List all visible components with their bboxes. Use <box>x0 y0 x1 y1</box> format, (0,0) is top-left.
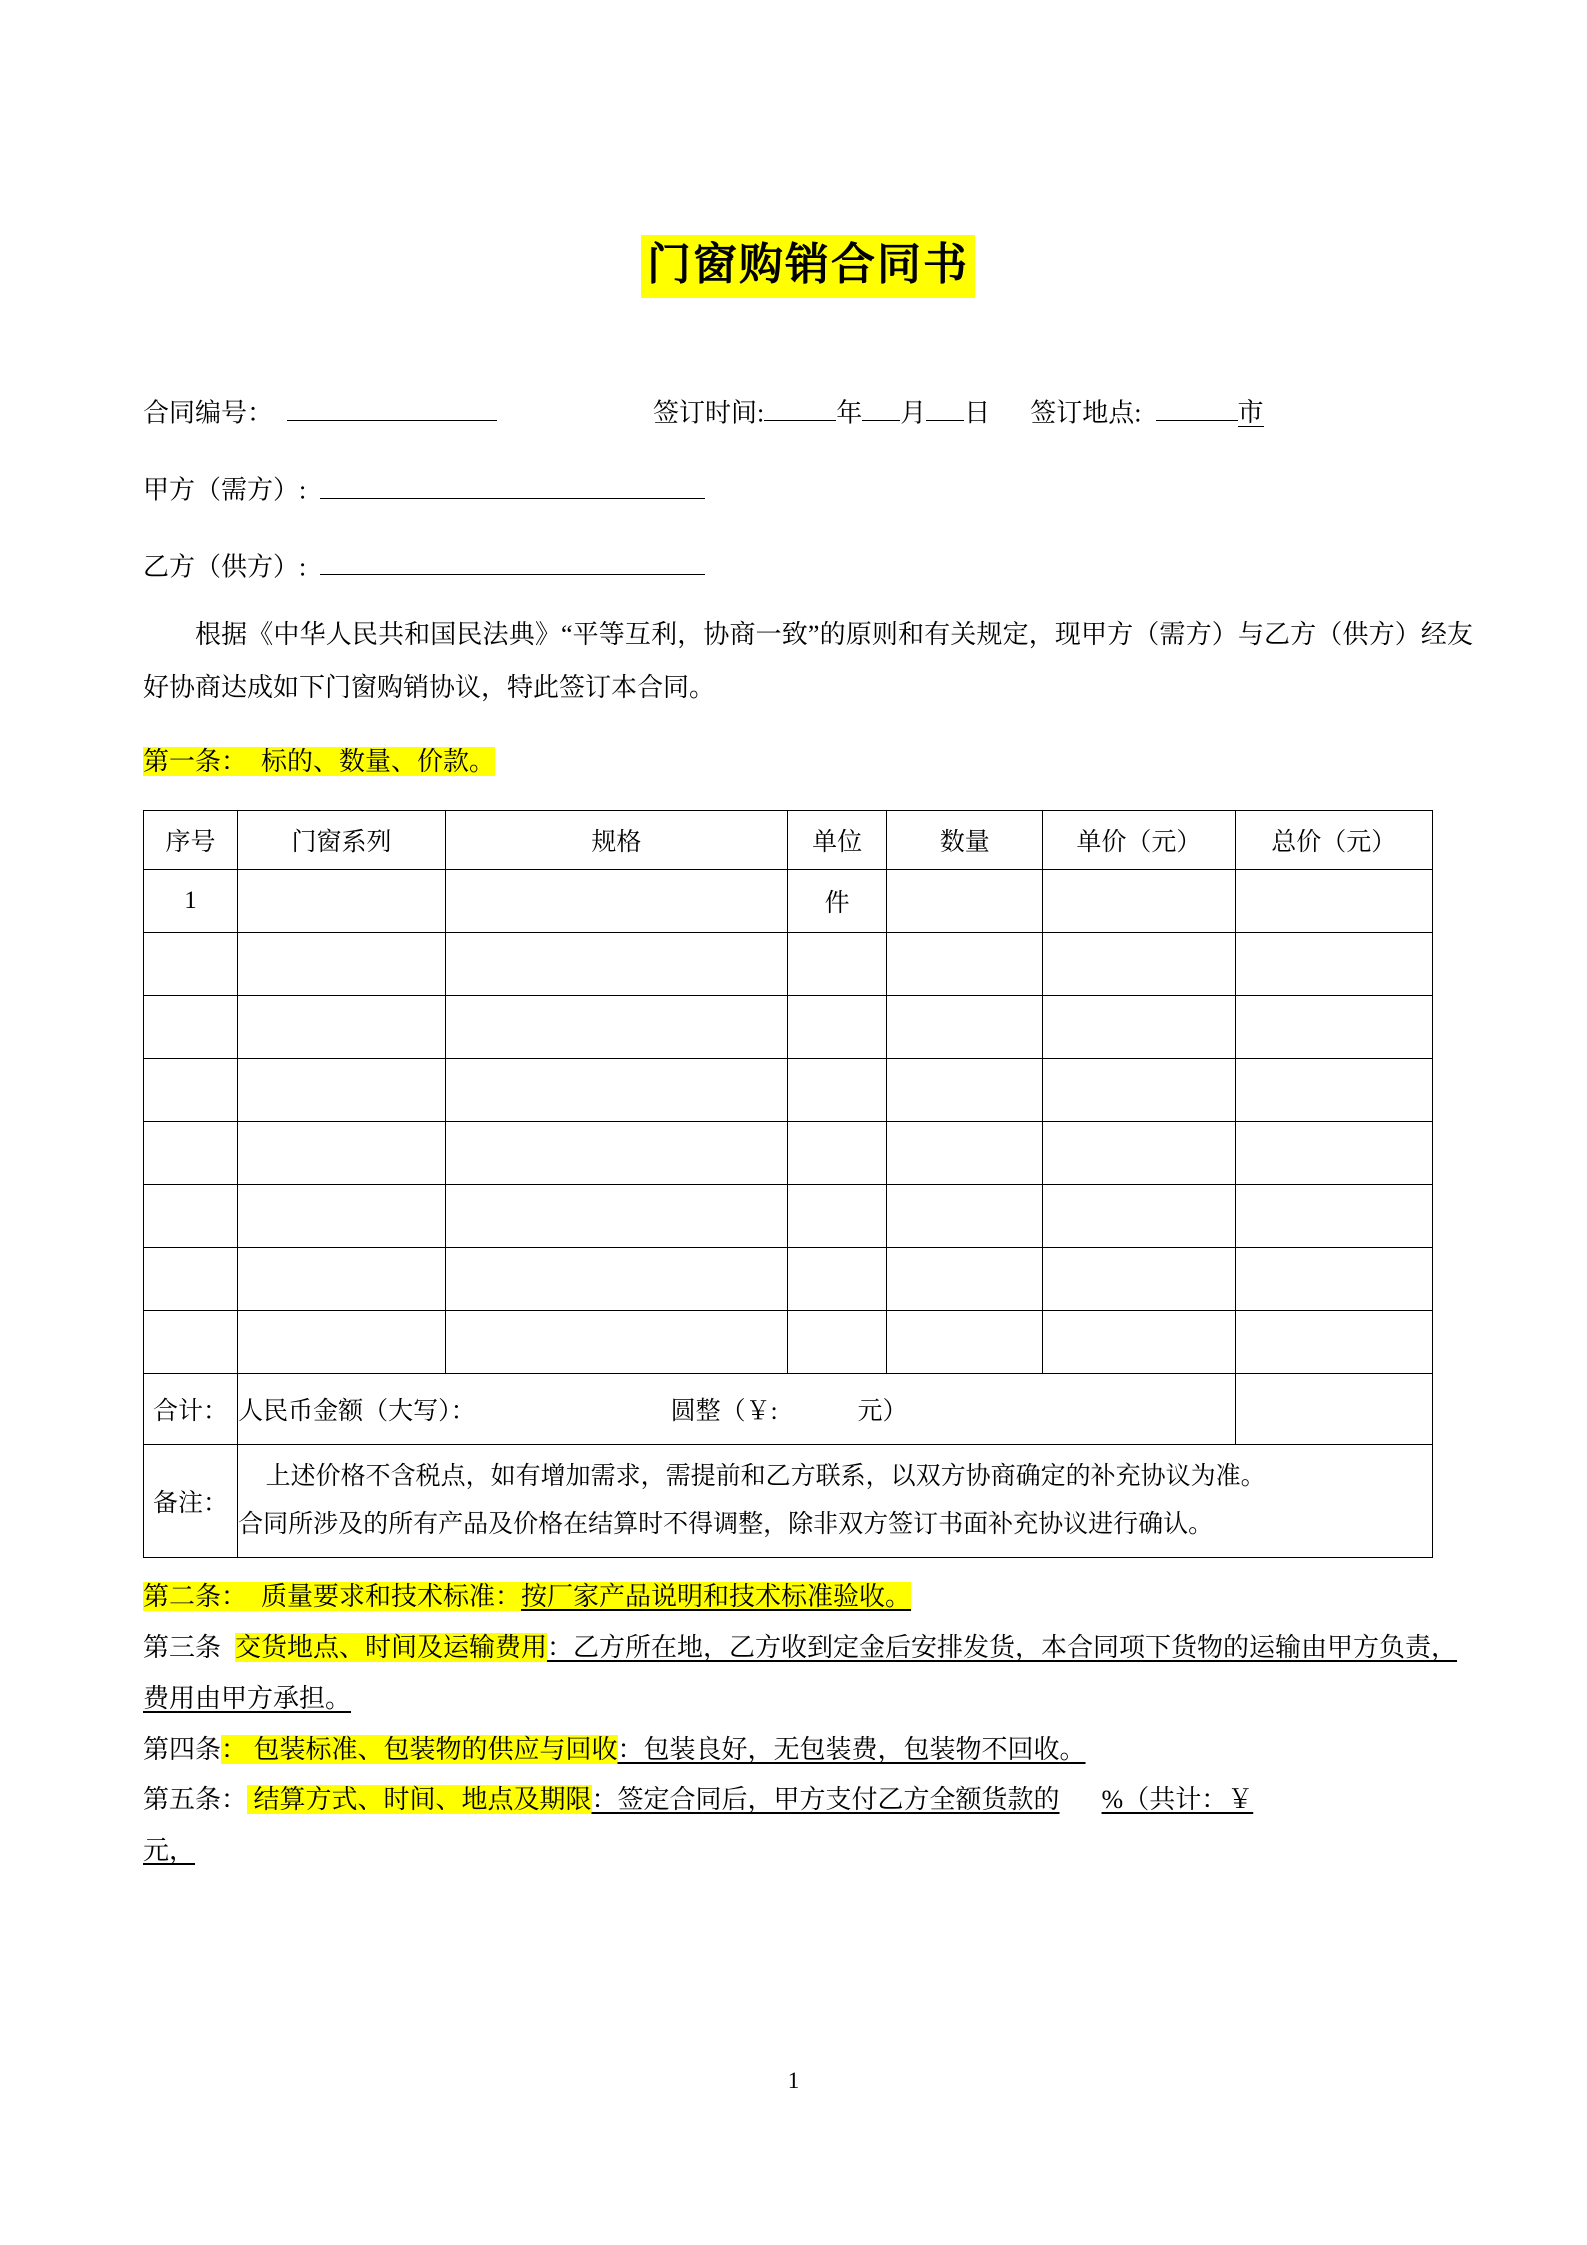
table-row[interactable] <box>144 870 1433 933</box>
cell-series[interactable] <box>238 1311 446 1374</box>
cell-price[interactable] <box>1043 996 1235 1059</box>
sign-day-blank[interactable] <box>926 393 964 421</box>
clause-5-body-2: %（共计：￥ <box>1101 1785 1254 1815</box>
total-label: 合计： <box>144 1374 238 1445</box>
cell-qty[interactable] <box>887 1059 1043 1122</box>
contract-number-label: 合同编号： <box>143 398 274 428</box>
cell-total[interactable] <box>1235 1122 1432 1185</box>
cell-unit[interactable] <box>787 1059 886 1122</box>
table-row[interactable] <box>144 1185 1433 1248</box>
clause-4-title: ： 包装标准、包装物的供应与回收 <box>221 1734 618 1764</box>
cell-seq <box>144 996 238 1059</box>
total-rounding-label: 圆整（￥: <box>670 1398 778 1426</box>
table-row[interactable] <box>144 1311 1433 1374</box>
clause-5-number: 第五条： <box>143 1785 248 1815</box>
cell-seq <box>144 1185 238 1248</box>
title-container <box>143 235 1473 298</box>
cell-price[interactable] <box>1043 1059 1235 1122</box>
cell-price[interactable] <box>1043 933 1235 996</box>
cell-total[interactable] <box>1235 1311 1432 1374</box>
total-yuan-unit: 元） <box>857 1398 908 1426</box>
goods-table <box>143 810 1433 1558</box>
cell-series[interactable] <box>238 1059 446 1122</box>
cell-unit[interactable] <box>787 933 886 996</box>
remark-line-1: 上述价格不含税点，如有增加需求，需提前和乙方联系，以双方协商确定的补充协议为准。 <box>265 1462 1266 1490</box>
cell-price[interactable] <box>1043 1185 1235 1248</box>
column-header-seq: 序号 <box>144 811 238 870</box>
header-row-contract-info <box>143 393 1473 427</box>
cell-seq <box>144 1122 238 1185</box>
header-row-party-b <box>143 547 1473 580</box>
day-unit-label: 日 <box>964 398 991 428</box>
cell-qty[interactable] <box>887 1248 1043 1311</box>
column-header-unit: 单位 <box>787 811 886 870</box>
cell-seq <box>144 1059 238 1122</box>
cell-spec[interactable] <box>445 1185 787 1248</box>
sign-date-label: 签订时间: <box>653 398 765 428</box>
party-b-label: 乙方（供方）: <box>143 551 307 581</box>
party-a-label: 甲方（需方）: <box>143 475 307 505</box>
cell-series[interactable] <box>238 1248 446 1311</box>
page-content <box>143 0 1473 1877</box>
total-amount-cell[interactable] <box>238 1374 1235 1445</box>
clause-1-heading <box>143 736 1473 788</box>
table-remark-row <box>144 1445 1433 1558</box>
column-header-price: 单价（元） <box>1043 811 1235 870</box>
cell-series[interactable] <box>238 933 446 996</box>
city-unit-label: 市 <box>1237 398 1264 428</box>
cell-total[interactable] <box>1235 1248 1432 1311</box>
clause-1-number: 第一条： <box>143 747 248 777</box>
cell-qty[interactable] <box>887 1122 1043 1185</box>
remark-label: 备注： <box>144 1445 238 1558</box>
clause-1-title: 标的、数量、价款。 <box>261 747 496 777</box>
cell-spec[interactable] <box>445 1248 787 1311</box>
clause-2-title: 质量要求和技术标准： <box>261 1582 522 1612</box>
cell-spec[interactable] <box>445 996 787 1059</box>
year-unit-label: 年 <box>836 398 863 428</box>
cell-unit[interactable] <box>787 1185 886 1248</box>
cell-seq: 1 <box>144 870 238 933</box>
cell-series[interactable] <box>238 1185 446 1248</box>
cell-spec[interactable] <box>445 870 787 933</box>
clause-5-body-1: ：签定合同后，甲方支付乙方全额货款的 <box>591 1785 1060 1815</box>
total-amount-label: 人民币金额（大写）： <box>238 1398 476 1426</box>
sign-month-blank[interactable] <box>862 393 900 421</box>
clause-4-body: ：包装良好，无包装费，包装物不回收。 <box>617 1734 1086 1764</box>
cell-qty[interactable] <box>887 1311 1043 1374</box>
cell-unit[interactable] <box>787 1122 886 1185</box>
cell-series[interactable] <box>238 870 446 933</box>
cell-series[interactable] <box>238 996 446 1059</box>
clause-4-number: 第四条 <box>143 1734 222 1764</box>
cell-price[interactable] <box>1043 1122 1235 1185</box>
cell-seq <box>144 1311 238 1374</box>
table-row[interactable] <box>144 1059 1433 1122</box>
remark-line-2: 合同所涉及的所有产品及价格在结算时不得调整，除非双方签订书面补充协议进行确认。 <box>238 1511 1214 1539</box>
cell-series[interactable] <box>238 1122 446 1185</box>
column-header-series: 门窗系列 <box>238 811 446 870</box>
page-number: 1 <box>787 2068 800 2093</box>
contract-number-blank[interactable] <box>287 393 497 421</box>
cell-price[interactable] <box>1043 1311 1235 1374</box>
clause-3-number: 第三条 <box>143 1633 222 1663</box>
party-b-blank[interactable] <box>320 547 705 575</box>
sign-year-blank[interactable] <box>764 393 836 421</box>
clause-3-title: 交货地点、时间及运输费用 <box>235 1633 548 1663</box>
page-footer <box>0 2068 1587 2094</box>
clause-5-body-3: 元， <box>143 1835 196 1865</box>
cell-spec[interactable] <box>445 1122 787 1185</box>
header-row-party-a <box>143 470 1473 503</box>
clause-4-line <box>143 1725 1473 1776</box>
cell-total[interactable] <box>1235 996 1432 1059</box>
page-title: 门窗购销合同书 <box>641 235 975 298</box>
clauses-container <box>143 1572 1473 1876</box>
preamble-paragraph: 根据《中华人民共和国民法典》“平等互利，协商一致”的原则和有关规定，现甲方（需方）与乙方（供方）经友好协商达成如下门窗购销协议，特此签订本合同。 <box>143 619 1473 703</box>
column-header-qty: 数量 <box>887 811 1043 870</box>
month-unit-label: 月 <box>900 398 927 428</box>
cell-qty[interactable] <box>887 996 1043 1059</box>
clause-1-highlight <box>143 747 495 776</box>
clause-3-line <box>143 1623 1473 1724</box>
cell-unit[interactable] <box>787 996 886 1059</box>
cell-qty[interactable] <box>887 933 1043 996</box>
cell-unit[interactable] <box>787 1311 886 1374</box>
cell-total[interactable] <box>1235 933 1432 996</box>
cell-spec[interactable] <box>445 1059 787 1122</box>
clause-3-body: ：乙方所在地，乙方收到定金后安排发货，本合同项下货物的运输由甲方负责，费用由甲方承担。 <box>143 1633 1458 1713</box>
sign-place-label: 签订地点: <box>1030 398 1142 428</box>
cell-seq <box>144 933 238 996</box>
table-row[interactable] <box>144 996 1433 1059</box>
table-header-row <box>144 811 1433 870</box>
cell-price[interactable] <box>1043 870 1235 933</box>
cell-total[interactable] <box>1235 1185 1432 1248</box>
clause-2-number: 第二条： <box>143 1582 248 1612</box>
clause-5-title: 结算方式、时间、地点及期限 <box>247 1785 592 1815</box>
cell-qty[interactable] <box>887 1185 1043 1248</box>
cell-seq <box>144 1248 238 1311</box>
party-a-blank[interactable] <box>320 470 705 498</box>
clause-5-line <box>143 1775 1473 1876</box>
cell-spec[interactable] <box>445 1311 787 1374</box>
remark-body <box>238 1445 1433 1558</box>
table-total-row <box>144 1374 1433 1445</box>
cell-total[interactable] <box>1235 1059 1432 1122</box>
column-header-total: 总价（元） <box>1235 811 1432 870</box>
cell-spec[interactable] <box>445 933 787 996</box>
total-grand-cell[interactable] <box>1235 1374 1432 1445</box>
table-row[interactable] <box>144 1248 1433 1311</box>
cell-qty[interactable] <box>887 870 1043 933</box>
cell-unit[interactable]: 件 <box>787 870 886 933</box>
cell-price[interactable] <box>1043 1248 1235 1311</box>
column-header-spec: 规格 <box>445 811 787 870</box>
clause-2-line <box>143 1572 1473 1623</box>
clause-2-highlight <box>143 1582 911 1611</box>
sign-city-blank[interactable] <box>1156 393 1238 421</box>
table-row[interactable] <box>144 1122 1433 1185</box>
clause-2-body: 按厂家产品说明和技术标准验收。 <box>521 1582 912 1612</box>
cell-total[interactable] <box>1235 870 1432 933</box>
table-row[interactable] <box>144 933 1433 996</box>
cell-unit[interactable] <box>787 1248 886 1311</box>
